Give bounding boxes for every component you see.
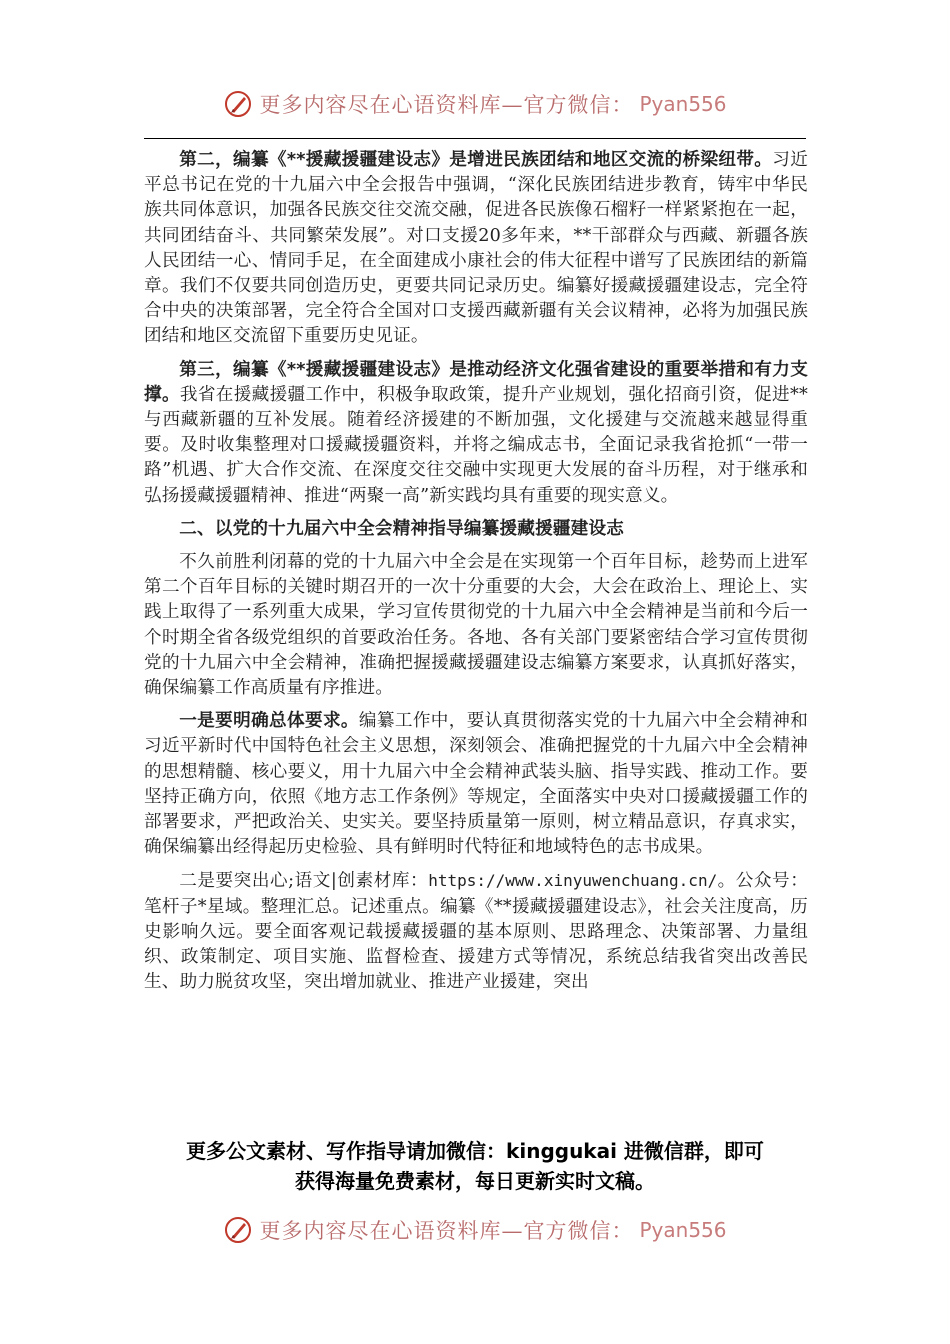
header-wechat-id: Pyan556 <box>639 92 727 116</box>
header-banner <box>0 84 950 124</box>
paragraph-1-lead: 第二，编纂《**援藏援疆建设志》是增进民族团结和地区交流的桥梁纽带。 <box>179 150 773 170</box>
footer-banner-text: 更多内容尽在心语资料库—官方微信： <box>259 1219 634 1243</box>
footer-wechat-id: Pyan556 <box>639 1218 727 1242</box>
paragraph-5 <box>144 868 808 995</box>
section-heading: 二、以党的十九届六中全会精神指导编纂援藏援疆建设志 <box>179 518 625 539</box>
paragraph-1 <box>144 148 808 350</box>
paragraph-3: 不久前胜利闭幕的党的十九届六中全会是在实现第一个百年目标，趁势而上进军第二个百年目标的关键时期召开的一次十分重要的大会，大会在政治上、理论上、实践上取得了一系列重大成果，学习宣传贯彻党的十九届六中全会精神是当前和今后一个时期全省各级党组织的首要政治任务。各地、各有关部门要紧密结合学习宣传贯彻党的十九届六中全会精神，准确把握援藏援疆建设志编纂方案要求，认真抓好落实，确保编纂工作高质量有序推进。 <box>144 552 808 699</box>
footer-banner <box>0 1210 950 1250</box>
header-divider <box>144 138 806 139</box>
quill-logo-icon <box>223 89 253 119</box>
paragraph-5-prefix: 二是要突出心;语文|创素材库： <box>179 871 429 892</box>
paragraph-1-text: 习近平总书记在党的十九届六中全会报告中强调，“深化民族团结进步教育，铸牢中华民族共同体意识，加强各民族交往交流交融，促进各民族像石榴籽一样紧紧抱在一起，共同团结奋斗、共同繁荣发展”。对口支援20多年来，**干部群众与西藏、新疆各族人民团结一心、情同手足，在全面建成小康社会的伟大征程中谱写了民族团结的新篇章。我们不仅要共同创造历史，更要共同记录历史。编纂好援藏援疆建设志，完全符合中央的决策部署，完全符合全国对口支援西藏新疆有关会议精神，必将为加强民族团结和地区交流留下重要历史见证。 <box>144 150 808 347</box>
paragraph-5-text: 。公众号：笔杆子*星域。整理汇总。记述重点。编纂《**援藏援疆建设志》，社会关注度高，历史影响久远。要全面客观记载援藏援疆的基本原则、思路理念、决策部署、力量组织、政策制定、项目实施、监督检查、援建方式等情况，系统总结我省突出改善民生、助力脱贫攻坚，突出增加就业、推进产业援建，突出 <box>144 871 808 993</box>
paragraph-4-lead: 一是要明确总体要求。 <box>179 711 359 732</box>
quill-logo-icon <box>223 1215 253 1245</box>
paragraph-4-text: 编纂工作中，要认真贯彻落实党的十九届六中全会精神和习近平新时代中国特色社会主义思想，深刻领会、准确把握党的十九届六中全会精神的思想精髓、核心要义，用十九届六中全会精神武装头脑、指导实践、推动工作。要坚持正确方向，依照《地方志工作条例》等规定，全面落实中央对口援藏援疆工作的部署要求，严把政治关、史实关。要坚持质量第一原则，树立精品意识，存真求实，确保编纂出经得起历史检验、具有鲜明时代特征和地域特色的志书成果。 <box>144 711 808 858</box>
paragraph-5-url: https://www.xinyuwenchuang.cn/ <box>428 871 718 891</box>
paragraph-2 <box>144 358 808 509</box>
document-body <box>144 148 808 1004</box>
paragraph-4 <box>144 709 808 860</box>
paragraph-2-lead: 第三，编纂《**援藏援疆建设志》是推动经济文化强省建设的重要举措和有力支撑。 <box>144 359 808 405</box>
header-banner-text: 更多内容尽在心语资料库—官方微信： <box>259 93 634 117</box>
promo-notice <box>0 1136 950 1196</box>
paragraph-2-text: 我省在援藏援疆工作中，积极争取政策，提升产业规划，强化招商引资，促进**与西藏新疆的互补发展。随着经济援建的不断加强，文化援建与交流越来越显得重要。及时收集整理对口援藏援疆资料，并将之编成志书，全面记录我省抢抓“一带一路”机遇、扩大合作交流、在深度交往交融中实现更大发展的奋斗历程，对于继承和弘扬援藏援疆精神、推进“两聚一高”新实践均具有重要的现实意义。 <box>144 384 808 506</box>
promo-line-2: 获得海量免费素材，每日更新实时文稿。 <box>295 1169 655 1193</box>
promo-line-1: 更多公文素材、写作指导请加微信：kinggukai 进微信群，即可 <box>186 1139 764 1163</box>
